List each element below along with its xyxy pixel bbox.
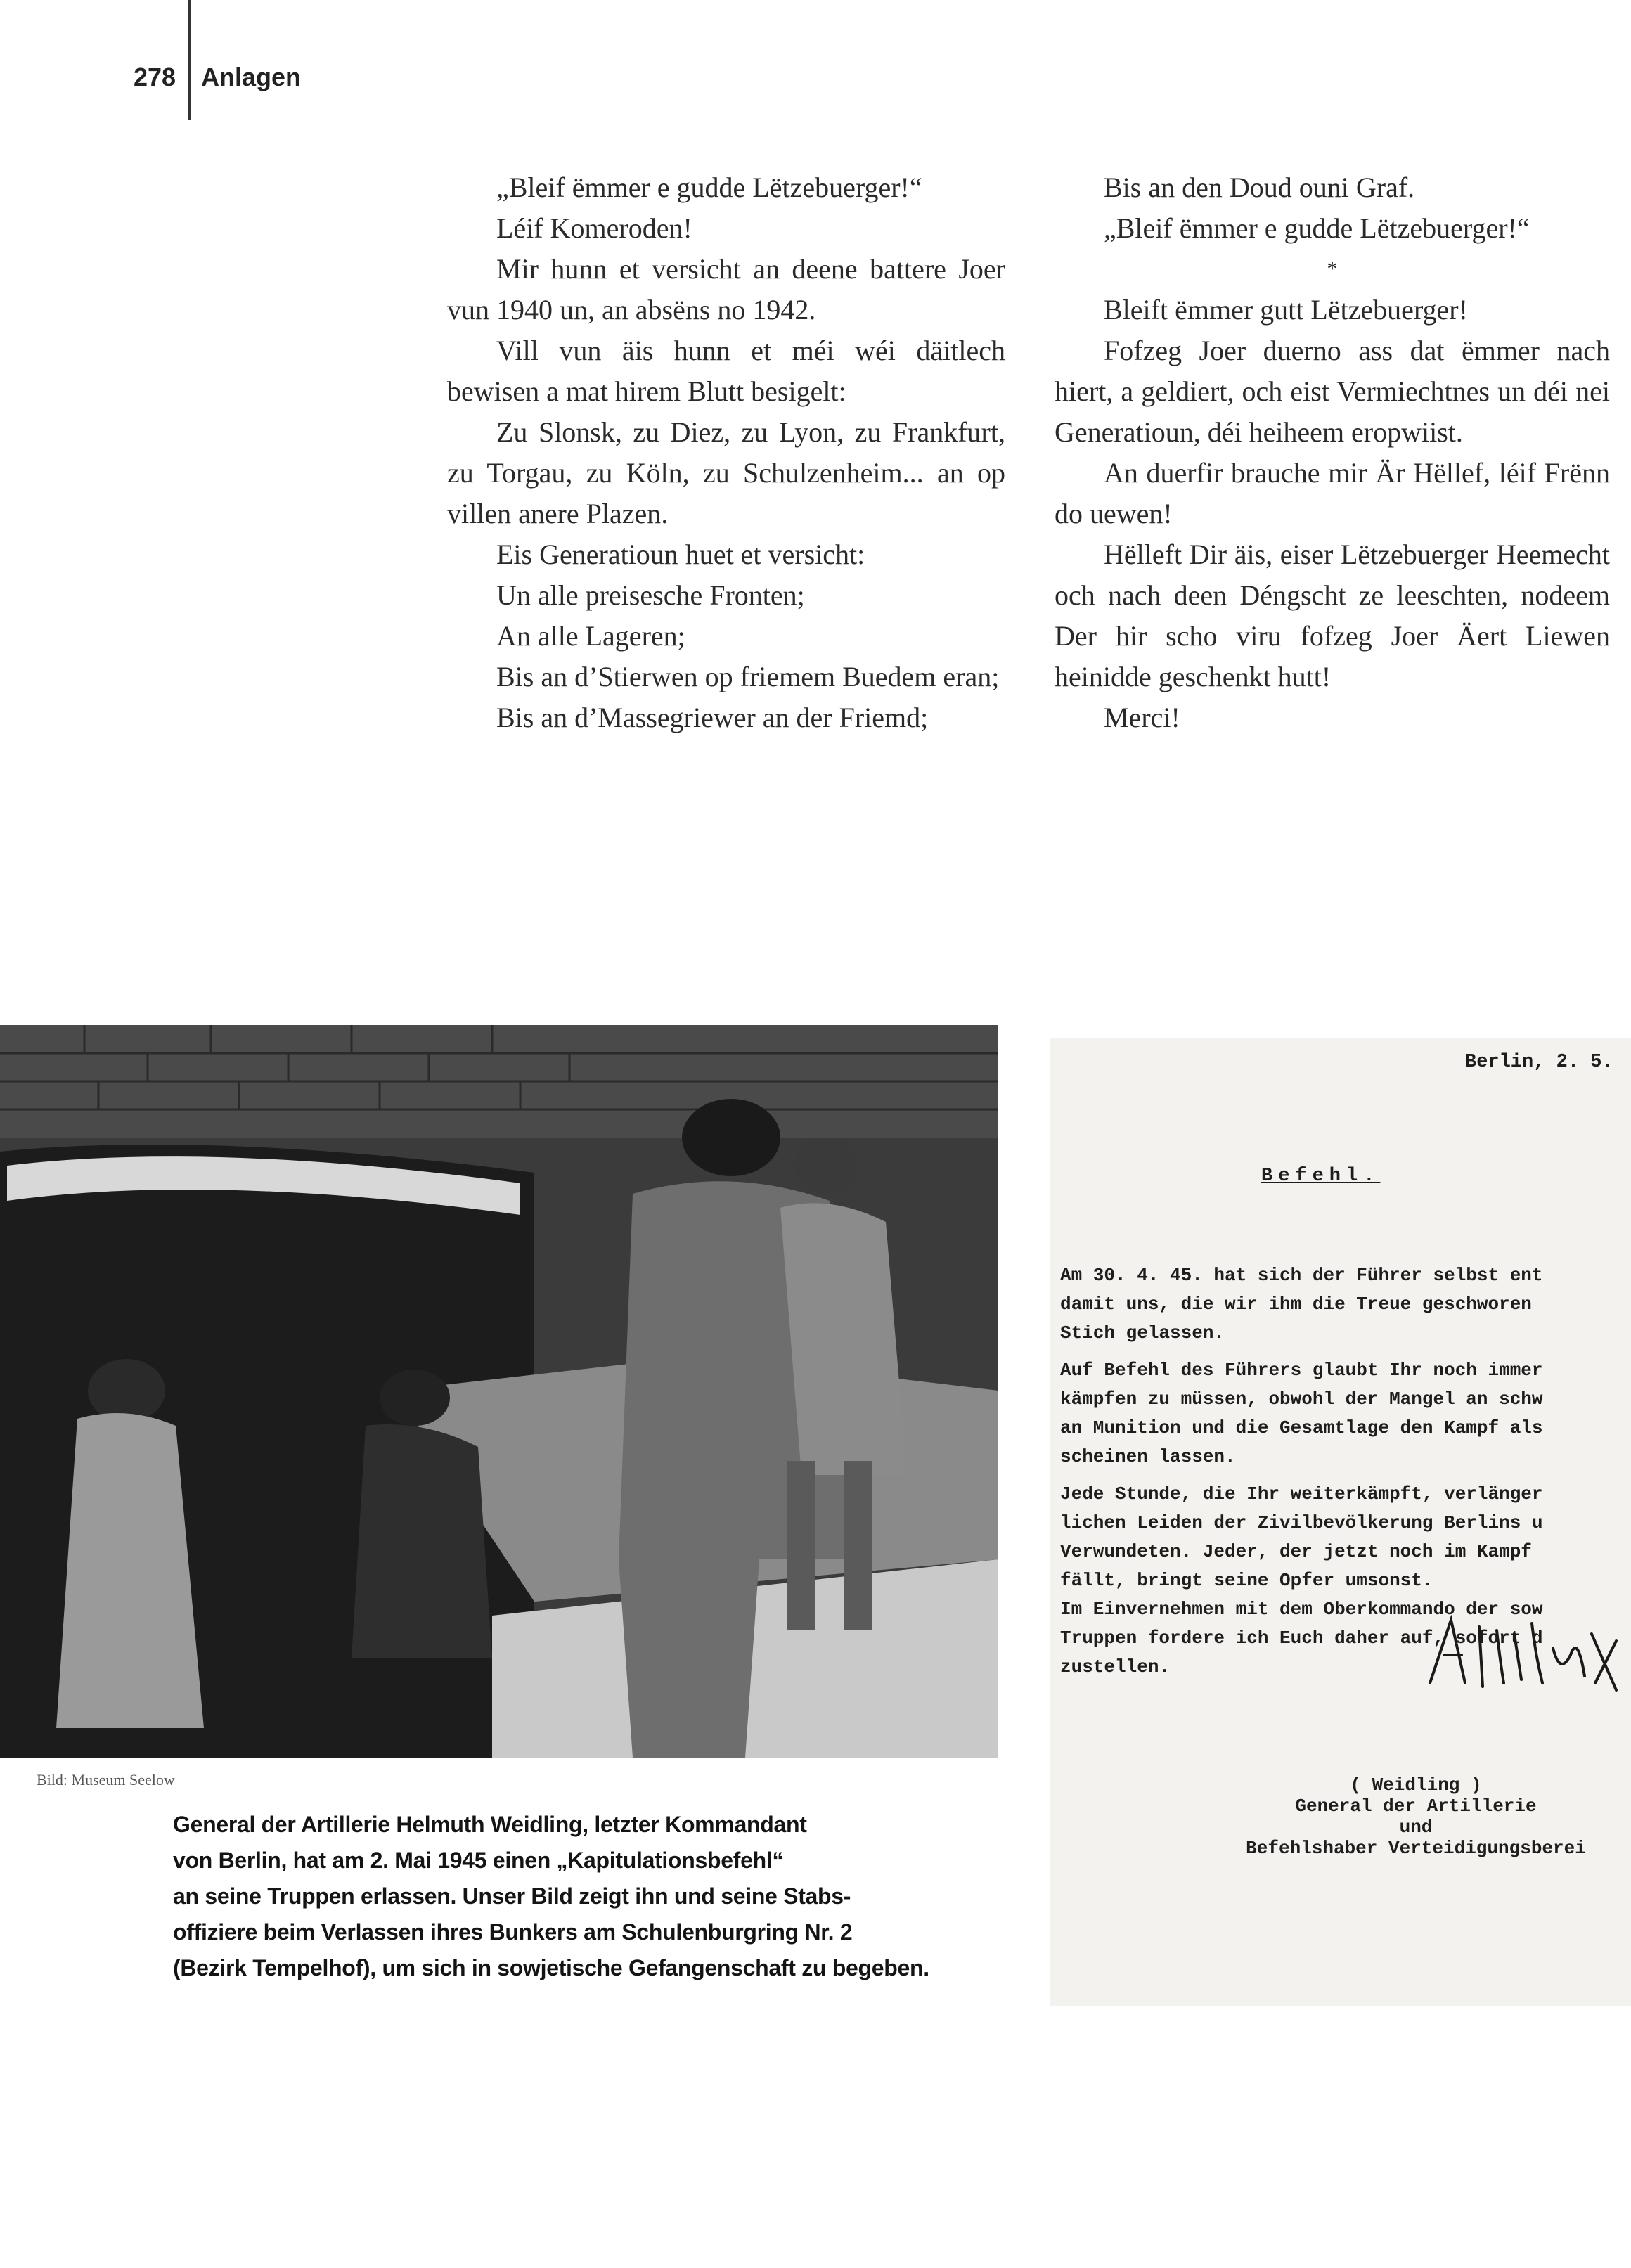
document-line: damit uns, die wir ihm die Treue geschworen bbox=[1060, 1294, 1532, 1315]
paragraph: Zu Slonsk, zu Diez, zu Lyon, zu Frankfurt, zu Torgau, zu Köln, zu Schulzenheim... an op villen anere Plazen. bbox=[447, 416, 1005, 529]
document-line: Auf Befehl des Führers glaubt Ihr noch immer bbox=[1060, 1360, 1543, 1381]
signature-line: Befehlshaber Verteidigungsberei bbox=[1246, 1838, 1586, 1859]
facsimile-document bbox=[1050, 1038, 1631, 2006]
text-column-right bbox=[1055, 167, 1610, 738]
photo-credit: Bild: Museum Seelow bbox=[37, 1771, 175, 1789]
paragraph: Fofzeg Joer duerno ass dat ëmmer nach hiert, a geldiert, och eist Vermiechtnes un déi nei Generatioun, déi heiheem eropwiist. bbox=[1055, 335, 1610, 448]
paragraph: Léif Komeroden! bbox=[496, 212, 692, 244]
paragraph: Bleift ëmmer gutt Lëtzebuerger! bbox=[1104, 294, 1468, 326]
document-line: Jede Stunde, die Ihr weiterkämpft, verlänger bbox=[1060, 1483, 1543, 1505]
paragraph: Mir hunn et versicht an deene battere Joer vun 1940 un, an absëns no 1942. bbox=[447, 253, 1005, 326]
caption-line: offiziere beim Verlassen ihres Bunkers am Schulenburgring Nr. 2 bbox=[173, 1919, 853, 1945]
signature-line: ( Weidling ) bbox=[1350, 1774, 1482, 1796]
caption-line: von Berlin, hat am 2. Mai 1945 einen „Kapitulationsbefehl“ bbox=[173, 1848, 784, 1873]
header-divider bbox=[188, 0, 191, 120]
paragraph: Merci! bbox=[1104, 702, 1180, 733]
signature-scribble bbox=[1416, 1606, 1620, 1697]
caption-line: General der Artillerie Helmuth Weidling, letzter Kommandant bbox=[173, 1812, 807, 1837]
text-column-left bbox=[447, 167, 1005, 738]
document-date: Berlin, 2. 5. bbox=[1465, 1052, 1613, 1073]
document-line: Truppen fordere ich Euch daher auf, sofort d bbox=[1060, 1628, 1543, 1649]
paragraph-gap bbox=[1060, 1471, 1543, 1480]
paragraph: „Bleif ëmmer e gudde Lëtzebuerger!“ bbox=[1104, 212, 1530, 244]
historic-photo bbox=[0, 1025, 998, 1758]
paragraph: Bis an d’Massegriewer an der Friemd; bbox=[496, 702, 929, 733]
section-title: Anlagen bbox=[201, 63, 302, 91]
document-line: scheinen lassen. bbox=[1060, 1446, 1236, 1467]
paragraph: „Bleif ëmmer e gudde Lëtzebuerger!“ bbox=[496, 172, 922, 203]
document-line: Im Einvernehmen mit dem Oberkommando der sow bbox=[1060, 1599, 1543, 1620]
caption-line: (Bezirk Tempelhof), um sich in sowjetische Gefangenschaft zu begeben. bbox=[173, 1955, 929, 1980]
paragraph: An duerfir brauche mir Är Hëllef, léif Frënn do uewen! bbox=[1055, 457, 1610, 529]
paragraph: * bbox=[1327, 257, 1338, 281]
caption-line: an seine Truppen erlassen. Unser Bild zeigt ihn und seine Stabs- bbox=[173, 1883, 851, 1909]
photo-caption bbox=[173, 1807, 1017, 1986]
signature-block bbox=[1205, 1774, 1627, 1859]
document-line: an Munition und die Gesamtlage den Kampf als bbox=[1060, 1417, 1543, 1438]
document-line: fällt, bringt seine Opfer umsonst. bbox=[1060, 1570, 1433, 1591]
paragraph: Vill vun äis hunn et méi wéi däitlech bewisen a mat hirem Blutt besigelt: bbox=[447, 335, 1005, 407]
document-line: Stich gelassen. bbox=[1060, 1322, 1225, 1344]
document-line: zustellen. bbox=[1060, 1656, 1171, 1677]
paragraph: Eis Generatioun huet et versicht: bbox=[496, 539, 865, 570]
document-title: Befehl. bbox=[1261, 1166, 1381, 1187]
photo-illustration bbox=[0, 1025, 998, 1758]
document-line: lichen Leiden der Zivilbevölkerung Berlins u bbox=[1060, 1512, 1543, 1533]
document-line: kämpfen zu müssen, obwohl der Mangel an schw bbox=[1060, 1388, 1543, 1410]
document-line: Verwundeten. Jeder, der jetzt noch im Kampf bbox=[1060, 1541, 1532, 1562]
paragraph: An alle Lageren; bbox=[496, 620, 685, 652]
paragraph: Bis an d’Stierwen op friemem Buedem eran; bbox=[496, 661, 1000, 692]
paragraph: Bis an den Doud ouni Graf. bbox=[1104, 172, 1415, 203]
page-number: 278 bbox=[134, 63, 176, 91]
paragraph-gap bbox=[1060, 1348, 1543, 1356]
paragraph: Un alle preisesche Fronten; bbox=[496, 579, 805, 611]
signature-line: General der Artillerie bbox=[1295, 1796, 1537, 1817]
signature-line: und bbox=[1399, 1817, 1433, 1838]
document-line: Am 30. 4. 45. hat sich der Führer selbst ent bbox=[1060, 1265, 1543, 1286]
paragraph: Hëlleft Dir äis, eiser Lëtzebuerger Heemecht och nach deen Déngscht ze leeschten, nodeem Der hir scho viru fofzeg Joer Äert Liewen heinidde geschenkt hutt! bbox=[1055, 539, 1610, 692]
